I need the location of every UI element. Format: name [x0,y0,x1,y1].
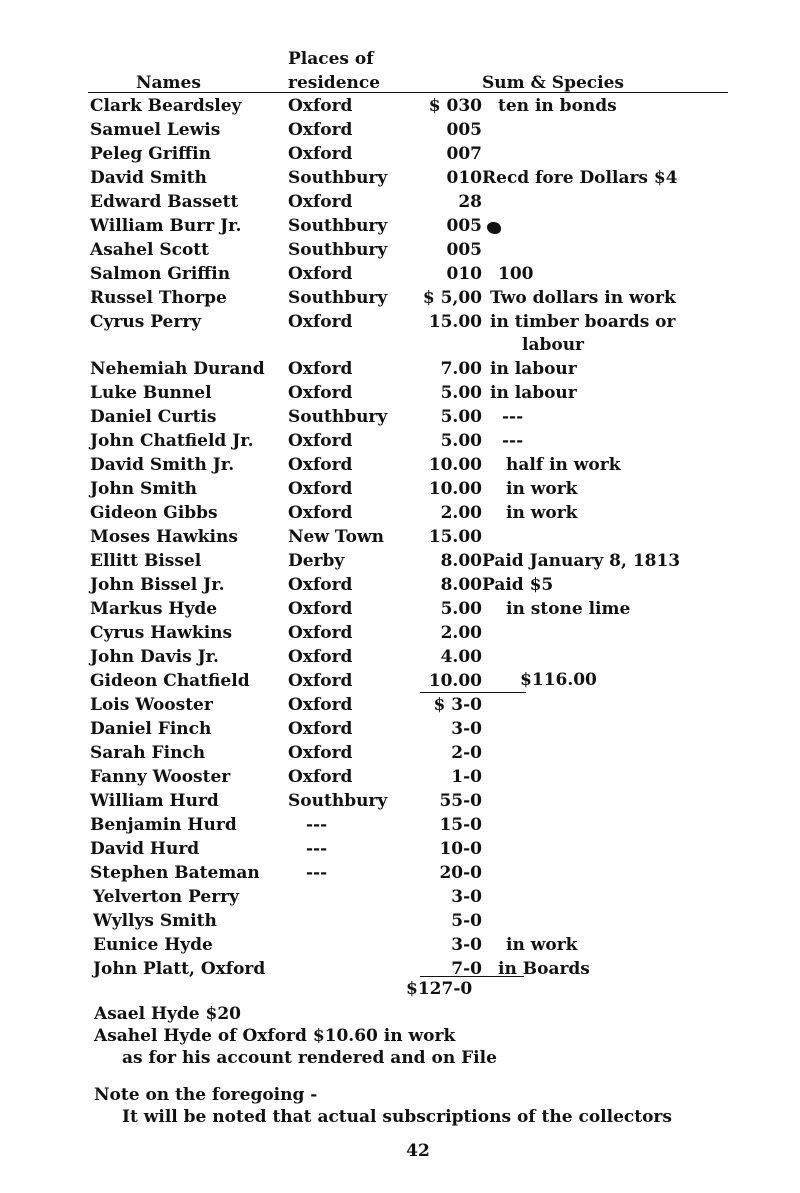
row-note: --- [502,407,524,427]
row-place: Oxford [288,312,353,332]
table-row [0,693,800,717]
table-row [0,909,800,933]
row-sum: 20-0 [439,863,482,883]
page-number: 42 [406,1141,430,1161]
table-row [0,238,800,262]
subtotal-1-rule [420,692,526,693]
row-place: Southbury [288,407,388,427]
row-place: Oxford [288,647,353,667]
row-name: William Hurd [90,791,219,811]
table-row [0,214,800,238]
table-row [0,94,800,118]
row-note: --- [502,431,524,451]
row-sum: 3-0 [451,935,482,955]
table-row [0,957,800,981]
row-note: Two dollars in work [490,288,676,308]
row-name: Benjamin Hurd [90,815,237,835]
row-sum: 5.00 [440,407,482,427]
row-name: Cyrus Perry [90,312,202,332]
row-place: Oxford [288,192,353,212]
row-sum: 15-0 [439,815,482,835]
cyrus-perry-note-continuation: labour [522,335,585,355]
row-note: ten in bonds [498,96,617,116]
row-note: in work [506,479,578,499]
row-sum: 55-0 [439,791,482,811]
row-sum: 005 [446,240,482,260]
row-note: in stone lime [506,599,631,619]
row-name: William Burr Jr. [90,216,242,236]
row-place: Southbury [288,288,388,308]
row-note: Recd fore Dollars $4 [482,168,678,188]
row-name: John Smith [90,479,197,499]
row-place: Oxford [288,623,353,643]
ink-blot [487,222,501,234]
table-row [0,645,800,669]
table-row [0,933,800,957]
footer-line-4: Note on the foregoing - [94,1085,318,1105]
row-note: in labour [490,383,577,403]
table-row [0,813,800,837]
row-name: Edward Bassett [90,192,239,212]
table-row [0,861,800,885]
row-place: Oxford [288,359,353,379]
row-sum: 15.00 [428,312,482,332]
row-sum: 2.00 [440,503,482,523]
table-row [0,549,800,573]
header-places-line2: residence [288,73,381,93]
table-row [0,573,800,597]
row-name: Markus Hyde [90,599,218,619]
table-row [0,310,800,334]
row-place: Oxford [288,264,353,284]
row-place: New Town [288,527,384,547]
row-sum: 5.00 [440,431,482,451]
header-places-line1: Places of [288,49,374,69]
row-sum: 4.00 [440,647,482,667]
row-name: Moses Hawkins [90,527,238,547]
table-row [0,765,800,789]
table-row [0,477,800,501]
row-name: Wyllys Smith [93,911,217,931]
row-sum: 3-0 [451,719,482,739]
row-sum: 010 [446,264,482,284]
row-place: Oxford [288,671,353,691]
row-sum: 5.00 [440,599,482,619]
row-name: Stephen Bateman [90,863,260,883]
row-name: Clark Beardsley [90,96,242,116]
row-sum: 8.00 [440,575,482,595]
row-name: Gideon Chatfield [90,671,250,691]
row-name: Ellitt Bissel [90,551,202,571]
row-place: Oxford [288,719,353,739]
row-place: --- [306,815,328,835]
row-sum: 10.00 [428,479,482,499]
row-name: Nehemiah Durand [90,359,265,379]
row-name: Yelverton Perry [93,887,239,907]
row-name: John Chatfield Jr. [90,431,254,451]
row-note: Paid $5 [482,575,554,595]
row-place: Southbury [288,791,388,811]
row-place: Oxford [288,431,353,451]
row-sum: $ 5,00 [422,288,482,308]
row-sum: 28 [458,192,482,212]
row-note: in work [506,935,578,955]
row-place: Southbury [288,240,388,260]
table-row [0,621,800,645]
row-name: David Smith Jr. [90,455,235,475]
table-row [0,717,800,741]
row-name: David Hurd [90,839,200,859]
row-sum: 005 [446,120,482,140]
row-sum: 2-0 [451,743,482,763]
row-note: half in work [506,455,621,475]
table-row [0,262,800,286]
table-row [0,381,800,405]
row-place: Oxford [288,599,353,619]
row-place: --- [306,863,328,883]
footer-line-5: It will be noted that actual subscriptions of the collectors [122,1107,672,1127]
row-name: Asahel Scott [90,240,209,260]
row-sum: 007 [446,144,482,164]
row-note: in timber boards or [490,312,676,332]
row-name: John Bissel Jr. [90,575,225,595]
row-sum: 2.00 [440,623,482,643]
table-row [0,669,800,693]
row-place: Oxford [288,144,353,164]
header-sum-species: Sum & Species [482,73,624,93]
header-rule [88,92,728,93]
header-names: Names [136,73,201,93]
table-row [0,286,800,310]
row-place: Oxford [288,767,353,787]
row-name: Peleg Griffin [90,144,211,164]
table-row [0,597,800,621]
row-place: Oxford [288,575,353,595]
table-row [0,405,800,429]
row-note: 100 [498,264,534,284]
row-name: Luke Bunnel [90,383,212,403]
row-place: Southbury [288,168,388,188]
row-note: in Boards [498,959,590,979]
row-sum: 15.00 [428,527,482,547]
subtotal-1: $116.00 [520,670,597,690]
row-sum: 5.00 [440,383,482,403]
row-sum: 005 [446,216,482,236]
table-row [0,166,800,190]
row-name: John Davis Jr. [90,647,219,667]
row-name: Eunice Hyde [93,935,213,955]
row-sum: 7-0 [451,959,482,979]
table-row [0,357,800,381]
table-row [0,429,800,453]
row-sum: $ 030 [428,96,482,116]
row-note: in labour [490,359,577,379]
table-row [0,142,800,166]
footer-line-2: Asahel Hyde of Oxford $10.60 in work [94,1026,456,1046]
row-place: Oxford [288,479,353,499]
table-row [0,501,800,525]
row-name: David Smith [90,168,207,188]
row-place: Oxford [288,455,353,475]
row-sum: 10.00 [428,671,482,691]
row-sum: 8.00 [440,551,482,571]
row-place: Southbury [288,216,388,236]
row-place: Oxford [288,695,353,715]
row-sum: 5-0 [451,911,482,931]
subtotal-2: $127-0 [406,979,473,999]
row-place: Derby [288,551,345,571]
row-name: Russel Thorpe [90,288,227,308]
row-place: Oxford [288,120,353,140]
table-row [0,190,800,214]
row-place: Oxford [288,503,353,523]
row-sum: 1-0 [451,767,482,787]
row-sum: 10.00 [428,455,482,475]
table-row [0,789,800,813]
table-row [0,837,800,861]
row-place: Oxford [288,743,353,763]
row-note: in work [506,503,578,523]
row-name: Daniel Curtis [90,407,217,427]
row-name: Salmon Griffin [90,264,231,284]
row-sum: $ 3-0 [433,695,482,715]
row-sum: 010 [446,168,482,188]
table-row [0,453,800,477]
table-row [0,118,800,142]
row-name: Fanny Wooster [90,767,231,787]
row-name: Cyrus Hawkins [90,623,233,643]
row-sum: 3-0 [451,887,482,907]
table-row [0,741,800,765]
table-row [0,885,800,909]
footer-line-3: as for his account rendered and on File [122,1048,497,1068]
row-note: Paid January 8, 1813 [482,551,681,571]
row-sum: 7.00 [440,359,482,379]
row-name: Samuel Lewis [90,120,221,140]
row-place: --- [306,839,328,859]
row-sum: 10-0 [439,839,482,859]
table-row [0,525,800,549]
row-place: Oxford [288,96,353,116]
footer-line-1: Asael Hyde $20 [94,1004,242,1024]
row-place: Oxford [288,383,353,403]
row-name: Lois Wooster [90,695,213,715]
row-name: Sarah Finch [90,743,206,763]
row-name: Gideon Gibbs [90,503,218,523]
row-name: Daniel Finch [90,719,212,739]
row-name: John Platt, Oxford [93,959,266,979]
